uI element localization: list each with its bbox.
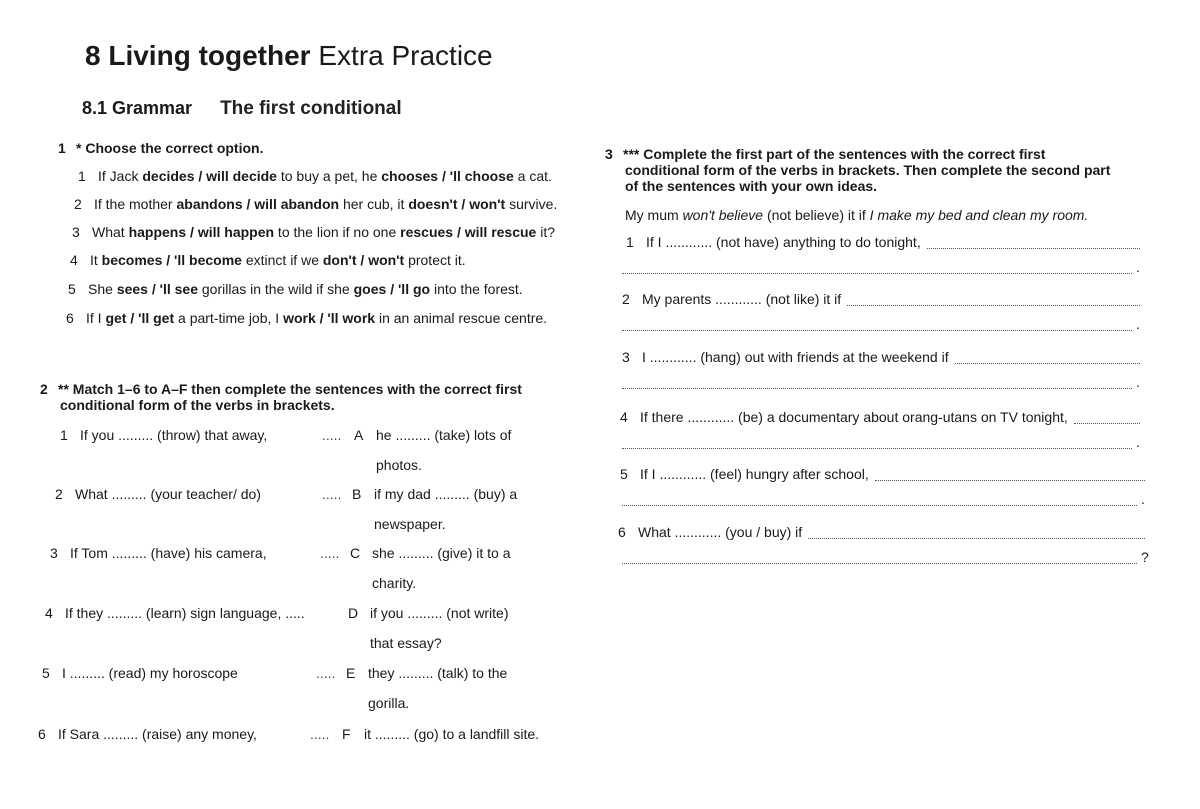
match-blank[interactable]: ..... — [320, 545, 340, 561]
option-choice[interactable]: don't / won't — [322, 252, 405, 268]
item-number: 4 — [45, 605, 53, 621]
option-choice[interactable]: decides / will decide — [142, 168, 277, 184]
ex1-item — [74, 196, 557, 212]
answer-line-2[interactable] — [622, 273, 1132, 274]
ex2-heading — [40, 381, 522, 397]
ex1-item — [70, 252, 466, 268]
ex1-item — [66, 310, 547, 326]
option-choice[interactable]: sees / 'll see — [116, 281, 198, 297]
item-text: If the mother — [94, 196, 177, 212]
answer-line[interactable] — [847, 305, 1140, 306]
answer-line-2[interactable] — [622, 563, 1137, 564]
option-choice[interactable]: doesn't / won't — [408, 196, 506, 212]
ex3-example-c: (not believe) it if — [763, 207, 870, 223]
match-blank[interactable]: ..... — [316, 665, 336, 681]
item-text: If I — [86, 310, 106, 326]
item-text: gorillas in the wild if she — [197, 281, 354, 297]
match-text-line2: charity. — [372, 575, 417, 591]
match-text-line2: gorilla. — [368, 695, 410, 711]
match-text-line1: if my dad ......... (buy) a — [374, 486, 518, 502]
match-text-line1: he ......... (take) lots of — [376, 427, 512, 443]
item-text: If Jack — [98, 168, 143, 184]
option-choice[interactable]: becomes / 'll become — [101, 252, 242, 268]
item-number: 2 — [55, 486, 63, 502]
match-text-line2: newspaper. — [374, 516, 446, 532]
match-blank[interactable]: ..... — [322, 427, 342, 443]
item-number: 5 — [620, 466, 628, 482]
ex1-item — [78, 168, 552, 184]
item-text: I ......... (read) my horoscope — [62, 665, 238, 681]
ex3-item — [626, 234, 921, 250]
answer-line[interactable] — [875, 480, 1145, 481]
item-number: 6 — [38, 726, 46, 742]
unit-title — [85, 40, 493, 72]
item-text: a cat. — [513, 168, 552, 184]
full-stop: . — [1141, 491, 1145, 507]
ex3-heading — [605, 146, 1045, 162]
ex3-item — [618, 524, 802, 540]
ex2-left-item — [42, 665, 238, 681]
ex3-example — [625, 207, 1088, 223]
answer-line-2[interactable] — [622, 448, 1132, 449]
item-text: My parents ............ (not like) it if — [642, 291, 842, 307]
match-text-line1: it ......... (go) to a landfill site. — [364, 726, 540, 742]
item-text: If Tom ......... (have) his camera, — [70, 545, 267, 561]
match-text-line2: photos. — [376, 457, 422, 473]
ex2-left-item — [38, 726, 257, 742]
match-letter: A — [354, 427, 364, 443]
match-blank[interactable]: ..... — [322, 486, 342, 502]
full-stop: . — [1136, 259, 1140, 275]
ex3-number: 3 — [605, 146, 613, 162]
ex1-number: 1 — [58, 140, 66, 156]
item-text: If I ............ (feel) hungry after school, — [640, 466, 869, 482]
answer-line[interactable] — [808, 538, 1145, 539]
ex1-instruction: * Choose the correct option. — [76, 140, 264, 156]
ex3-example-a: My mum — [625, 207, 683, 223]
item-text: into the forest. — [430, 281, 523, 297]
match-text-line1: she ......... (give) it to a — [372, 545, 511, 561]
ex2-left-item — [55, 486, 261, 502]
item-text: in an animal rescue centre. — [375, 310, 548, 326]
item-text: If you ......... (throw) that away, — [80, 427, 268, 443]
option-choice[interactable]: goes / 'll go — [353, 281, 431, 297]
option-choice[interactable]: get / 'll get — [105, 310, 175, 326]
item-text: to buy a pet, he — [276, 168, 382, 184]
item-text: a part-time job, I — [174, 310, 284, 326]
item-text: to the lion if no one — [274, 224, 401, 240]
item-text: survive. — [505, 196, 558, 212]
item-text: If I ............ (not have) anything to do tonight, — [646, 234, 921, 250]
ex2-left-item — [50, 545, 267, 561]
item-text: What ......... (your teacher/ do) — [75, 486, 261, 502]
ex3-item — [620, 409, 1068, 425]
item-number: 5 — [68, 281, 76, 297]
item-text: What — [92, 224, 129, 240]
match-letter: E — [346, 665, 356, 681]
answer-line-2[interactable] — [622, 505, 1137, 506]
item-number: 5 — [42, 665, 50, 681]
item-text: If there ............ (be) a documentary about orang-utans on TV tonight, — [640, 409, 1068, 425]
match-letter: B — [352, 486, 362, 502]
answer-line-2[interactable] — [622, 330, 1132, 331]
full-stop: . — [1136, 374, 1140, 390]
item-text: her cub, it — [339, 196, 409, 212]
full-stop: . — [1136, 434, 1140, 450]
unit-title-rest: Extra Practice — [310, 40, 493, 71]
ex3-item — [622, 291, 841, 307]
item-number: 3 — [50, 545, 58, 561]
ex2-left-item — [60, 427, 267, 443]
match-letter: C — [350, 545, 361, 561]
ex2-instruction-line2: conditional form of the verbs in brackets. — [60, 397, 335, 413]
item-text: What ............ (you / buy) if — [638, 524, 803, 540]
item-text: If Sara ......... (raise) any money, — [58, 726, 257, 742]
match-text-line2: that essay? — [370, 635, 442, 651]
item-number: 4 — [70, 252, 78, 268]
item-text: It — [90, 252, 102, 268]
item-number: 3 — [72, 224, 80, 240]
item-number: 1 — [626, 234, 634, 250]
full-stop: . — [1136, 316, 1140, 332]
item-number: 2 — [622, 291, 630, 307]
ex1-heading — [58, 140, 263, 156]
ex3-item — [622, 349, 949, 365]
ex2-left-item — [45, 605, 305, 621]
answer-line[interactable] — [1074, 423, 1140, 424]
item-number: 1 — [60, 427, 68, 443]
option-choice[interactable]: abandons / will abandon — [176, 196, 340, 212]
item-text: protect it. — [404, 252, 466, 268]
question-mark: ? — [1141, 549, 1149, 565]
match-blank[interactable]: ..... — [310, 726, 330, 742]
item-text: If they ......... (learn) sign language, ..... — [65, 605, 305, 621]
match-letter: F — [342, 726, 351, 742]
item-number: 1 — [78, 168, 86, 184]
answer-line[interactable] — [955, 363, 1140, 364]
ex2-number: 2 — [40, 381, 48, 397]
ex3-instruction-line3: of the sentences with your own ideas. — [625, 178, 878, 194]
item-text: I ............ (hang) out with friends at the weekend if — [642, 349, 949, 365]
option-choice[interactable]: rescues / will rescue — [400, 224, 537, 240]
ex3-instruction-line2: conditional form of the verbs in brackets. Then complete the second part — [625, 162, 1111, 178]
answer-line-2[interactable] — [622, 388, 1132, 389]
item-number: 2 — [74, 196, 82, 212]
answer-line[interactable] — [927, 248, 1140, 249]
section-topic: The first conditional — [220, 98, 402, 119]
section-number: 8.1 Grammar — [82, 98, 193, 118]
item-number: 6 — [618, 524, 626, 540]
item-text: She — [88, 281, 117, 297]
match-text-line1: they ......... (talk) to the — [368, 665, 508, 681]
option-choice[interactable]: chooses / 'll choose — [381, 168, 514, 184]
unit-title-bold: 8 Living together — [85, 40, 311, 71]
match-letter: D — [348, 605, 359, 621]
ex3-instruction-line1: *** Complete the first part of the sentences with the correct first — [623, 146, 1046, 162]
match-text-line1: if you ......... (not write) — [370, 605, 509, 621]
item-number: 4 — [620, 409, 628, 425]
ex3-item — [620, 466, 869, 482]
option-choice[interactable]: happens / will happen — [128, 224, 275, 240]
item-text: extinct if we — [241, 252, 323, 268]
section-heading — [82, 98, 402, 120]
item-text: it? — [536, 224, 556, 240]
ex3-example-idea: I make my bed and clean my room. — [869, 207, 1089, 223]
ex1-item — [72, 224, 555, 240]
option-choice[interactable]: work / 'll work — [283, 310, 376, 326]
ex1-item — [68, 281, 523, 297]
item-number: 3 — [622, 349, 630, 365]
item-number: 6 — [66, 310, 74, 326]
ex3-example-answer: won't believe — [682, 207, 764, 223]
ex2-instruction-line1: ** Match 1–6 to A–F then complete the sentences with the correct first — [58, 381, 522, 397]
